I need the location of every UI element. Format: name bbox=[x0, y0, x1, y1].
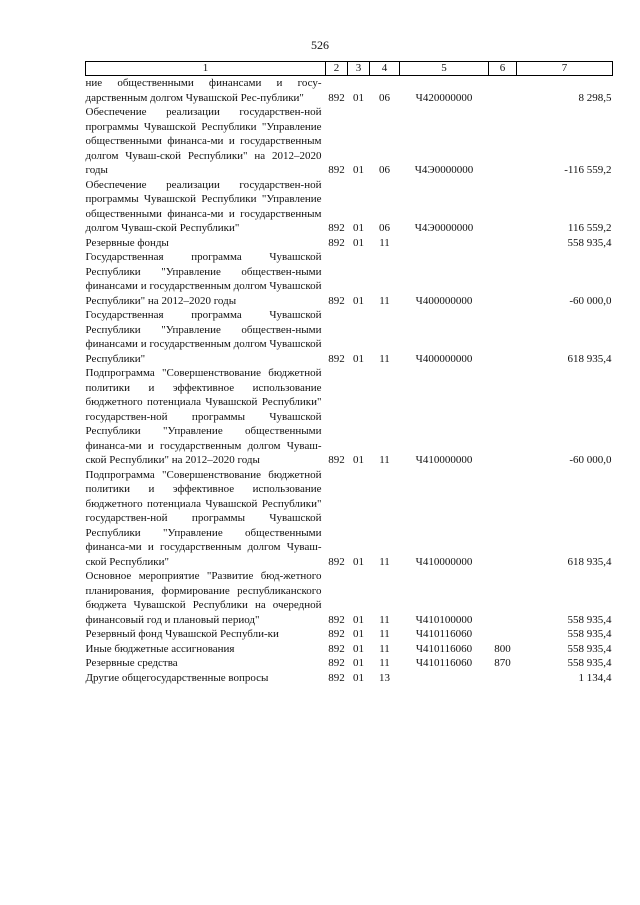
column-header: 4 bbox=[370, 62, 400, 76]
table-row bbox=[86, 76, 613, 106]
cell-pr: 11 bbox=[379, 613, 390, 626]
cell-pr: 06 bbox=[379, 164, 390, 176]
table-row bbox=[86, 236, 613, 251]
cell-vr bbox=[489, 569, 517, 627]
row-name: Резервные фонды bbox=[85, 236, 169, 249]
cell-rz: 01 bbox=[353, 613, 364, 626]
cell-gr: 892 bbox=[328, 613, 345, 626]
cell-gr: 892 bbox=[328, 164, 345, 176]
column-header: 6 bbox=[489, 62, 517, 76]
column-header: 5 bbox=[400, 62, 489, 76]
table-row bbox=[86, 468, 613, 570]
cell-pr: 13 bbox=[379, 671, 390, 684]
cell-pr: 11 bbox=[379, 657, 390, 669]
cell-csr: Ч420000000 bbox=[415, 91, 473, 104]
cell-csr bbox=[400, 671, 489, 686]
cell-vr bbox=[489, 76, 517, 106]
cell-amount: 618 935,4 bbox=[567, 352, 612, 365]
cell-rz: 01 bbox=[353, 555, 364, 568]
row-name: Резервный фонд Чувашской Республи-ки bbox=[85, 628, 279, 640]
cell-csr: Ч410100000 bbox=[415, 613, 473, 626]
table-row bbox=[86, 178, 613, 236]
cell-rz: 01 bbox=[353, 236, 364, 249]
cell-csr: Ч400000000 bbox=[415, 294, 473, 307]
cell-rz: 01 bbox=[353, 164, 364, 176]
cell-pr: 06 bbox=[379, 91, 390, 104]
table-row bbox=[86, 642, 613, 657]
cell-gr: 892 bbox=[328, 671, 345, 684]
row-name: Обеспечение реализации государствен-ной программы Чувашской Республики "Управление общественными финанса-ми и государственным долгом Чуваш-ской Республики" bbox=[85, 178, 322, 234]
cell-amount: 558 935,4 bbox=[567, 613, 612, 626]
cell-csr: Ч4Э0000000 bbox=[414, 164, 474, 176]
cell-vr bbox=[489, 468, 517, 570]
cell-vr bbox=[489, 308, 517, 366]
row-name: Другие общегосударственные вопросы bbox=[85, 671, 269, 684]
cell-amount: -116 559,2 bbox=[564, 164, 612, 176]
cell-amount: 558 935,4 bbox=[567, 657, 612, 669]
cell-gr: 892 bbox=[328, 222, 345, 234]
cell-amount: 558 935,4 bbox=[567, 236, 612, 249]
cell-pr: 11 bbox=[379, 352, 390, 365]
row-name: Иные бюджетные ассигнования bbox=[85, 642, 235, 655]
cell-csr: Ч410116060 bbox=[415, 657, 473, 669]
cell-csr: Ч4Э0000000 bbox=[414, 222, 474, 234]
cell-rz: 01 bbox=[353, 222, 364, 234]
cell-amount: 1 134,4 bbox=[578, 671, 612, 684]
cell-gr: 892 bbox=[328, 628, 345, 640]
column-header: 1 bbox=[86, 62, 326, 76]
page-number: 526 bbox=[311, 38, 329, 52]
row-name: Государственная программа Чувашской Республики "Управление обществен-ными финансами и государственным долгом Чувашской Республики" bbox=[85, 309, 322, 365]
cell-gr: 892 bbox=[328, 642, 345, 655]
cell-gr: 892 bbox=[328, 294, 345, 307]
table-row bbox=[86, 308, 613, 366]
cell-rz: 01 bbox=[353, 671, 364, 684]
cell-csr: Ч410000000 bbox=[415, 555, 473, 568]
cell-pr: 11 bbox=[379, 555, 390, 568]
budget-table bbox=[85, 61, 613, 685]
cell-csr: Ч400000000 bbox=[415, 352, 473, 365]
cell-vr: 800 bbox=[494, 642, 511, 655]
row-name: ние общественными финансами и госу-дарственным долгом Чувашской Рес-публики" bbox=[85, 77, 322, 104]
row-name: Подпрограмма "Совершенствование бюджетной политики и эффективное использование бюджетного потенциала Чувашской Республики" государствен-ной программы Чувашской Республики "Управление общественными финанса-ми и государственным долгом Чуваш-ской Республики" на 2012–2020 годы bbox=[85, 367, 322, 466]
cell-amount: 618 935,4 bbox=[567, 555, 612, 568]
row-name: Основное мероприятие "Развитие бюд-жетного планирования, формирование республиканского бюджета Чувашской Республики на очередной финансовый год и плановый период" bbox=[85, 570, 322, 626]
cell-csr bbox=[400, 236, 489, 251]
cell-rz: 01 bbox=[353, 657, 364, 669]
table-row bbox=[86, 366, 613, 468]
cell-amount: 558 935,4 bbox=[567, 642, 612, 655]
cell-pr: 11 bbox=[379, 628, 390, 640]
cell-gr: 892 bbox=[328, 555, 345, 568]
cell-vr bbox=[489, 250, 517, 308]
table-row bbox=[86, 105, 613, 178]
cell-pr: 11 bbox=[379, 454, 390, 466]
cell-gr: 892 bbox=[328, 657, 345, 669]
cell-rz: 01 bbox=[353, 454, 364, 466]
cell-gr: 892 bbox=[328, 91, 345, 104]
column-header: 7 bbox=[517, 62, 613, 76]
cell-vr bbox=[489, 627, 517, 642]
row-name: Резервные средства bbox=[85, 657, 178, 669]
column-header: 3 bbox=[348, 62, 370, 76]
row-name: Подпрограмма "Совершенствование бюджетной политики и эффективное использование бюджетного потенциала Чувашской Республики" государствен-ной программы Чувашской Республики "Управление общественными финанса-ми и государственным долгом Чуваш-ской Республики" bbox=[85, 468, 322, 568]
cell-amount: 8 298,5 bbox=[578, 91, 612, 104]
cell-vr bbox=[489, 366, 517, 468]
cell-vr bbox=[489, 236, 517, 251]
cell-csr: Ч410000000 bbox=[415, 454, 473, 466]
cell-rz: 01 bbox=[353, 642, 364, 655]
table-row bbox=[86, 569, 613, 627]
cell-rz: 01 bbox=[353, 352, 364, 365]
column-number-row bbox=[86, 62, 613, 76]
cell-gr: 892 bbox=[328, 352, 345, 365]
cell-gr: 892 bbox=[328, 236, 345, 249]
cell-rz: 01 bbox=[353, 91, 364, 104]
cell-csr: Ч410116060 bbox=[415, 628, 473, 640]
table-row bbox=[86, 671, 613, 686]
table-row bbox=[86, 656, 613, 671]
cell-vr bbox=[489, 105, 517, 178]
cell-rz: 01 bbox=[353, 628, 364, 640]
cell-amount: -60 000,0 bbox=[569, 294, 612, 307]
cell-amount: 558 935,4 bbox=[567, 628, 612, 640]
cell-amount: -60 000,0 bbox=[569, 454, 612, 466]
cell-rz: 01 bbox=[353, 294, 364, 307]
cell-pr: 11 bbox=[379, 642, 390, 655]
cell-vr bbox=[489, 671, 517, 686]
cell-vr bbox=[489, 178, 517, 236]
column-header: 2 bbox=[326, 62, 348, 76]
cell-pr: 06 bbox=[379, 222, 390, 234]
cell-pr: 11 bbox=[379, 294, 390, 307]
cell-amount: 116 559,2 bbox=[567, 222, 612, 234]
cell-vr: 870 bbox=[494, 657, 511, 669]
row-name: Обеспечение реализации государствен-ной программы Чувашской Республики "Управление общественными финанса-ми и государственным долгом Чуваш-ской Республики" на 2012–2020 годы bbox=[85, 106, 322, 176]
table-row bbox=[86, 250, 613, 308]
table-row bbox=[86, 627, 613, 642]
cell-gr: 892 bbox=[328, 454, 345, 466]
cell-pr: 11 bbox=[379, 236, 390, 249]
cell-csr: Ч410116060 bbox=[415, 642, 473, 655]
row-name: Государственная программа Чувашской Республики "Управление обществен-ными финансами и государственным долгом Чувашской Республики" на 2012–2020 годы bbox=[85, 251, 322, 307]
